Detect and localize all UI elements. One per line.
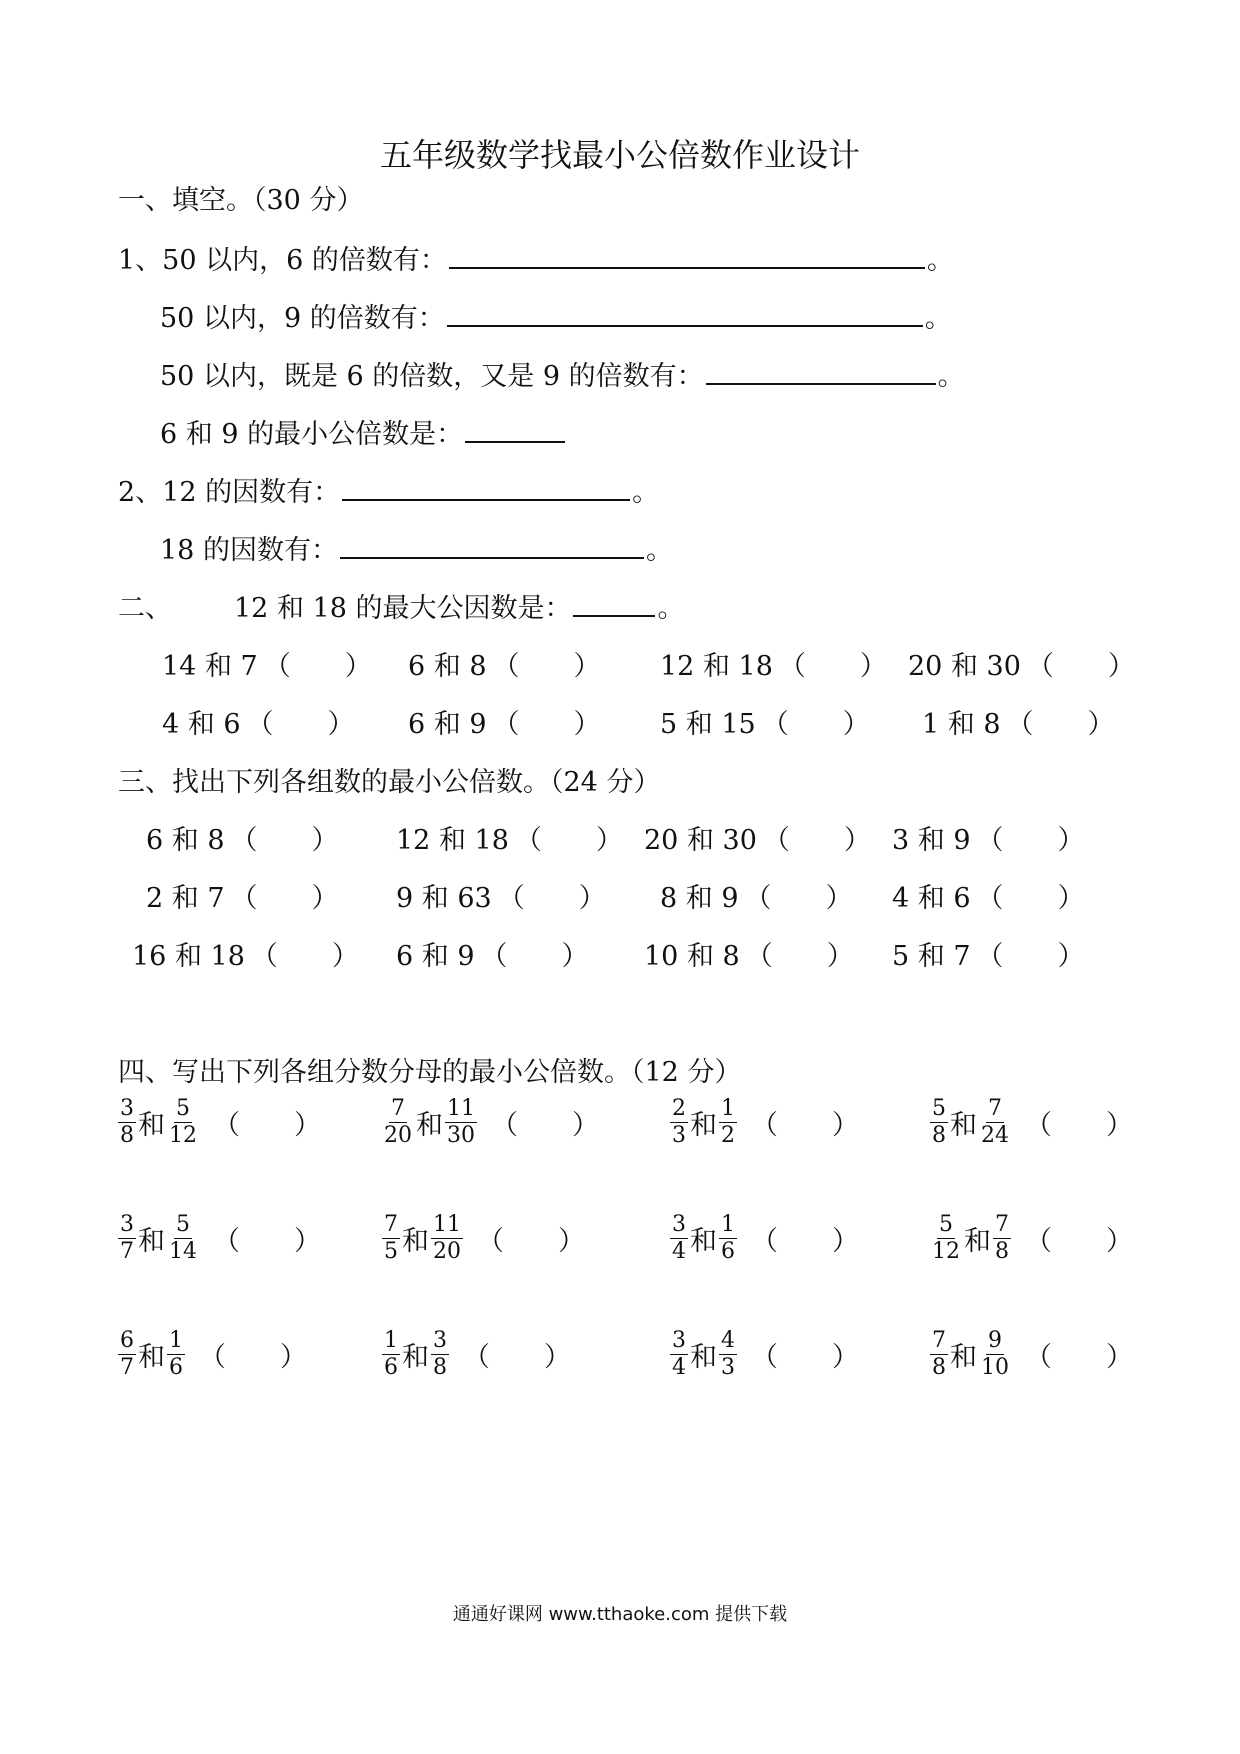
answer-paren[interactable]: （ ） <box>1025 1226 1133 1257</box>
fraction <box>719 1328 737 1381</box>
denominator: 6 <box>169 1355 183 1380</box>
s3-item: 10 和 8 （ ） <box>644 934 854 973</box>
s3-item: 12 和 18 （ ） <box>396 818 623 857</box>
connector-he: 和 <box>690 1342 717 1373</box>
answer-blank[interactable] <box>465 417 565 443</box>
answer-paren[interactable]: （ ） <box>492 709 601 740</box>
connector-he: 和 <box>964 1226 991 1257</box>
s3-item: 5 和 7 （ ） <box>892 934 1085 973</box>
answer-paren[interactable]: （ ） <box>213 1226 321 1257</box>
denominator: 5 <box>384 1239 398 1264</box>
s2-item: 12 和 18 （ ） <box>660 644 887 683</box>
page-title: 五年级数学找最小公倍数作业设计 <box>379 136 860 174</box>
answer-paren[interactable]: （ ） <box>751 1342 859 1373</box>
denominator: 6 <box>384 1355 398 1380</box>
denominator: 24 <box>981 1123 1009 1148</box>
answer-paren[interactable]: （ ） <box>745 941 854 972</box>
answer-paren[interactable]: （ ） <box>778 651 887 682</box>
denominator: 6 <box>721 1239 735 1264</box>
q1b <box>160 296 952 335</box>
connector-he: 和 <box>138 1342 165 1373</box>
fraction-pair <box>930 1096 1133 1149</box>
fraction-pair <box>118 1212 321 1265</box>
s2-item: 5 和 15 （ ） <box>660 702 870 741</box>
connector-he: 和 <box>416 1110 443 1141</box>
fraction <box>670 1096 688 1149</box>
denominator: 10 <box>981 1355 1009 1380</box>
answer-paren[interactable]: （ ） <box>976 941 1085 972</box>
fraction-pair <box>670 1096 859 1149</box>
answer-paren[interactable]: （ ） <box>751 1226 859 1257</box>
denominator: 8 <box>433 1355 447 1380</box>
numerator: 7 <box>391 1096 405 1121</box>
fraction <box>993 1212 1011 1265</box>
section4-heading: 四、写出下列各组分数分母的最小公倍数。（12 分） <box>118 1057 742 1088</box>
s2-item: 20 和 30 （ ） <box>908 644 1135 683</box>
numerator: 9 <box>988 1328 1002 1353</box>
answer-blank[interactable] <box>706 359 936 385</box>
fraction-pair <box>382 1212 585 1265</box>
fraction <box>167 1328 185 1381</box>
denominator: 7 <box>120 1239 134 1264</box>
fraction-pair <box>382 1096 599 1149</box>
answer-paren[interactable]: （ ） <box>199 1342 307 1373</box>
numerator: 7 <box>384 1212 398 1237</box>
denominator: 3 <box>721 1355 735 1380</box>
connector-he: 和 <box>950 1110 977 1141</box>
answer-blank[interactable] <box>342 475 630 501</box>
denominator: 8 <box>932 1355 946 1380</box>
footer: 通通好课网 www.tthaoke.com 提供下载 <box>452 1604 788 1625</box>
numerator: 2 <box>672 1096 686 1121</box>
s3-item: 6 和 8 （ ） <box>146 818 339 857</box>
numerator: 5 <box>939 1212 953 1237</box>
period: 。 <box>657 593 685 624</box>
connector-he: 和 <box>138 1110 165 1141</box>
section2-number: 二、 <box>118 593 172 624</box>
answer-paren[interactable]: （ ） <box>491 1110 599 1141</box>
fraction-pair <box>118 1096 321 1149</box>
s2-item: 6 和 9 （ ） <box>408 702 601 741</box>
fraction-pair <box>382 1328 571 1381</box>
fraction <box>719 1096 737 1149</box>
denominator: 8 <box>120 1123 134 1148</box>
fraction <box>167 1096 199 1149</box>
q2b <box>160 528 673 567</box>
answer-blank[interactable] <box>340 533 644 559</box>
q1a <box>118 238 954 277</box>
period: 。 <box>924 303 952 334</box>
s3-item: 3 和 9 （ ） <box>892 818 1085 857</box>
answer-paren[interactable]: （ ） <box>230 883 339 914</box>
denominator: 4 <box>672 1239 686 1264</box>
numerator: 4 <box>721 1328 735 1353</box>
numerator: 3 <box>672 1328 686 1353</box>
answer-paren[interactable]: （ ） <box>761 709 870 740</box>
s3-item: 8 和 9 （ ） <box>660 876 853 915</box>
answer-paren[interactable]: （ ） <box>751 1110 859 1141</box>
numerator: 1 <box>169 1328 183 1353</box>
answer-paren[interactable]: （ ） <box>213 1110 321 1141</box>
fraction <box>167 1212 199 1265</box>
q1d-text: 6 和 9 的最小公倍数是： <box>160 419 464 450</box>
denominator: 14 <box>169 1239 197 1264</box>
numerator: 3 <box>120 1096 134 1121</box>
denominator: 2 <box>721 1123 735 1148</box>
s3-item: 2 和 7 （ ） <box>146 876 339 915</box>
q1a-text: 1、50 以内，6 的倍数有： <box>118 245 447 276</box>
fraction <box>979 1328 1011 1381</box>
s3-item: 20 和 30 （ ） <box>644 818 871 857</box>
s3-item: 16 和 18 （ ） <box>132 934 359 973</box>
fraction <box>118 1328 136 1381</box>
s2-item: 4 和 6 （ ） <box>162 702 355 741</box>
fraction <box>431 1328 449 1381</box>
q1d <box>160 412 567 451</box>
denominator: 20 <box>433 1239 461 1264</box>
answer-paren[interactable]: （ ） <box>1025 1342 1133 1373</box>
denominator: 12 <box>169 1123 197 1148</box>
numerator: 1 <box>384 1328 398 1353</box>
numerator: 3 <box>433 1328 447 1353</box>
denominator: 20 <box>384 1123 412 1148</box>
fraction <box>930 1212 962 1265</box>
fraction-pair <box>670 1212 859 1265</box>
fraction <box>445 1096 477 1149</box>
fraction-pair <box>930 1212 1133 1265</box>
answer-paren[interactable]: （ ） <box>976 825 1085 856</box>
answer-paren[interactable]: （ ） <box>463 1342 571 1373</box>
connector-he: 和 <box>138 1226 165 1257</box>
q2a-text: 2、12 的因数有： <box>118 477 341 508</box>
fraction <box>431 1212 463 1265</box>
fraction <box>930 1096 948 1149</box>
numerator: 1 <box>721 1096 735 1121</box>
fraction <box>719 1212 737 1265</box>
period: 。 <box>632 477 660 508</box>
fraction <box>670 1328 688 1381</box>
numerator: 3 <box>672 1212 686 1237</box>
denominator: 8 <box>932 1123 946 1148</box>
numerator: 7 <box>995 1212 1009 1237</box>
s3-item: 4 和 6 （ ） <box>892 876 1085 915</box>
fraction <box>930 1328 948 1381</box>
fraction-pair <box>670 1328 859 1381</box>
fraction <box>118 1212 136 1265</box>
numerator: 3 <box>120 1212 134 1237</box>
denominator: 12 <box>932 1239 960 1264</box>
numerator: 6 <box>120 1328 134 1353</box>
fraction-pair <box>118 1328 307 1381</box>
connector-he: 和 <box>402 1342 429 1373</box>
section3-heading: 三、找出下列各组数的最小公倍数。（24 分） <box>118 767 661 798</box>
answer-paren[interactable]: （ ） <box>246 709 355 740</box>
answer-paren[interactable]: （ ） <box>230 825 339 856</box>
denominator: 7 <box>120 1355 134 1380</box>
period: 。 <box>645 535 673 566</box>
numerator: 11 <box>447 1096 475 1121</box>
s2-item: 14 和 7 （ ） <box>162 644 372 683</box>
numerator: 5 <box>176 1096 190 1121</box>
numerator: 7 <box>932 1328 946 1353</box>
answer-paren[interactable]: （ ） <box>744 883 853 914</box>
fraction <box>670 1212 688 1265</box>
numerator: 11 <box>433 1212 461 1237</box>
numerator: 5 <box>176 1212 190 1237</box>
answer-blank[interactable] <box>573 591 655 617</box>
numerator: 1 <box>721 1212 735 1237</box>
connector-he: 和 <box>402 1226 429 1257</box>
denominator: 8 <box>995 1239 1009 1264</box>
answer-paren[interactable]: （ ） <box>514 825 623 856</box>
answer-paren[interactable]: （ ） <box>1025 1110 1133 1141</box>
section2-heading <box>118 586 684 625</box>
answer-paren[interactable]: （ ） <box>976 883 1085 914</box>
fraction <box>979 1096 1011 1149</box>
answer-paren[interactable]: （ ） <box>492 651 601 682</box>
answer-paren[interactable]: （ ） <box>480 941 589 972</box>
fraction <box>382 1212 400 1265</box>
s2-item: 6 和 8 （ ） <box>408 644 601 683</box>
fraction-pair <box>930 1328 1133 1381</box>
answer-paren[interactable]: （ ） <box>497 883 606 914</box>
s3-item: 9 和 63 （ ） <box>396 876 606 915</box>
fraction <box>118 1096 136 1149</box>
answer-paren[interactable]: （ ） <box>1006 709 1115 740</box>
answer-paren[interactable]: （ ） <box>477 1226 585 1257</box>
period: 。 <box>937 361 965 392</box>
answer-blank[interactable] <box>447 301 923 327</box>
numerator: 7 <box>988 1096 1002 1121</box>
s3-item: 6 和 9 （ ） <box>396 934 589 973</box>
q1c-text: 50 以内，既是 6 的倍数，又是 9 的倍数有： <box>160 361 704 392</box>
answer-paren[interactable]: （ ） <box>762 825 871 856</box>
s2-item: 1 和 8 （ ） <box>922 702 1115 741</box>
section2-prompt: 12 和 18 的最大公因数是： <box>234 593 572 624</box>
connector-he: 和 <box>950 1342 977 1373</box>
answer-paren[interactable]: （ ） <box>1026 651 1135 682</box>
denominator: 30 <box>447 1123 475 1148</box>
answer-paren[interactable]: （ ） <box>263 651 372 682</box>
q2a <box>118 470 659 509</box>
section1-heading: 一、填空。（30 分） <box>118 185 364 216</box>
connector-he: 和 <box>690 1110 717 1141</box>
q1b-text: 50 以内，9 的倍数有： <box>160 303 445 334</box>
period: 。 <box>926 245 954 276</box>
connector-he: 和 <box>690 1226 717 1257</box>
denominator: 3 <box>672 1123 686 1148</box>
q2b-text: 18 的因数有： <box>160 535 338 566</box>
fraction <box>382 1096 414 1149</box>
denominator: 4 <box>672 1355 686 1380</box>
answer-blank[interactable] <box>449 243 925 269</box>
answer-paren[interactable]: （ ） <box>250 941 359 972</box>
fraction <box>382 1328 400 1381</box>
numerator: 5 <box>932 1096 946 1121</box>
q1c <box>160 354 965 393</box>
